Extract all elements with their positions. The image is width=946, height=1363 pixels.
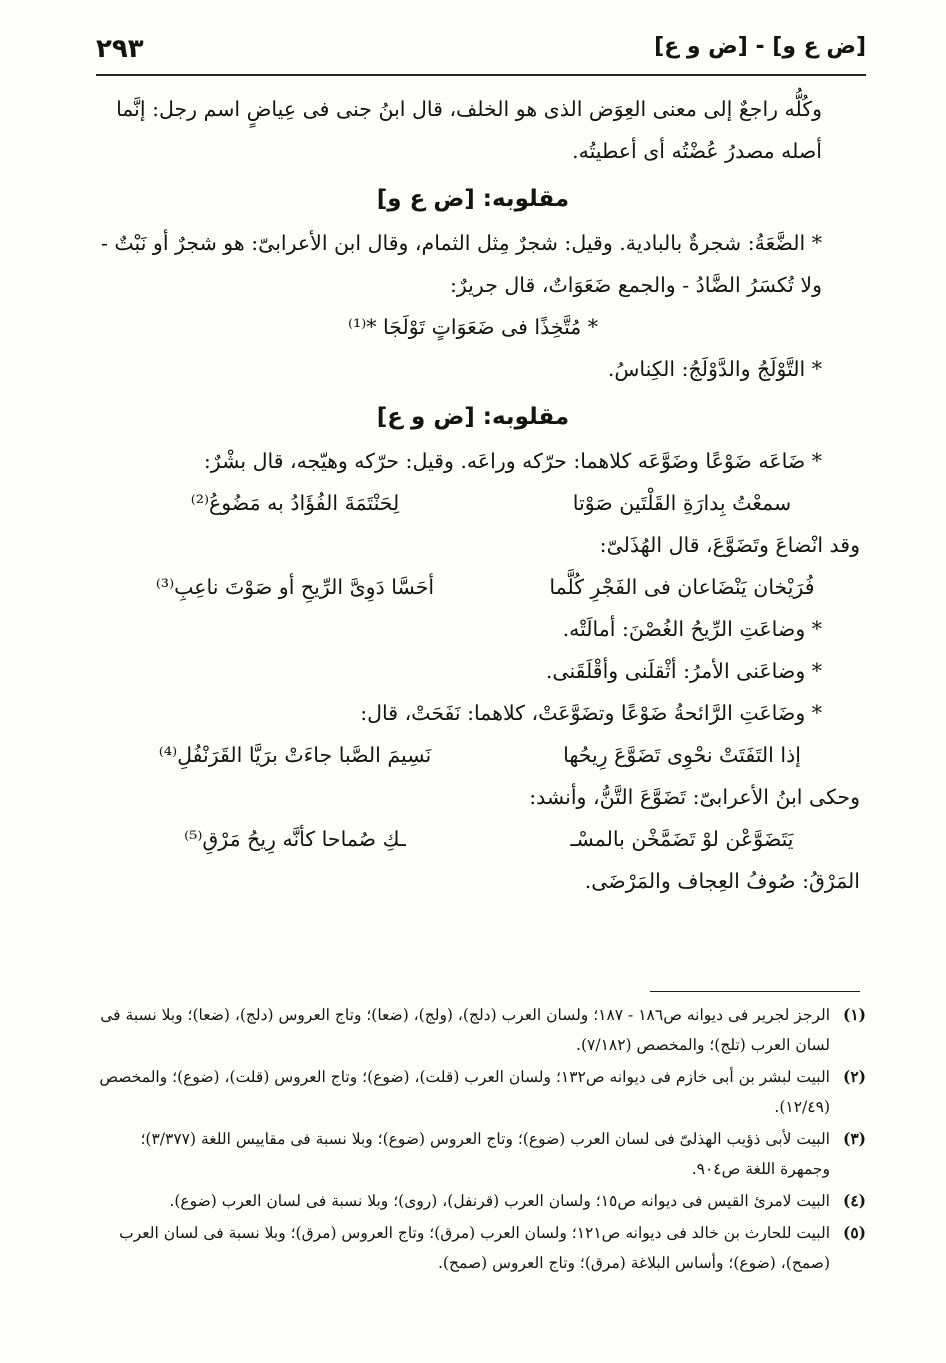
footnote (86, 1000, 866, 1060)
entry-daani: * وضاعَنى الأمرُ: أثْقلَنى وأقْلَقَنى. (545, 659, 822, 683)
page-number: ٢٩٣ (96, 34, 144, 64)
entry-daat-alrih: * وضاعَتِ الرِّيحُ الغُصْنَ: أمالَتْه. (562, 617, 822, 641)
paragraph-indaa: وقد انْضاعَ وتَضَوَّعَ، قال الهُذَلىّ: (599, 533, 860, 557)
footnote-number: (٢) (842, 1067, 866, 1086)
root-label: [ض ع و] - [ض و ع] (654, 34, 866, 59)
footnote-divider (650, 991, 860, 992)
footnote (86, 1124, 866, 1184)
footnote-text: الرجز لجرير فى ديوانه ص١٨٦ - ١٨٧؛ ولسان العرب (دلج)، (ولج)، (ضعا)؛ وتاج العروس (دلج)، (ضعا)؛ وبلا نسبة فى لسان العرب (تلج)؛ والمخصص (٧/١٨٢). (100, 1006, 830, 1054)
hemistich-first: فُرَيْخان يَنْضَاعان فى الفَجْرِ كُلَّما (549, 575, 815, 599)
footnote (86, 1186, 866, 1216)
entry-raiha: * وضَاعَتِ الرَّائحةُ ضَوْعًا وتضَوَّعَتْ، كلاهما: نَفَحَتْ، قال: (360, 701, 822, 725)
hemistich-first: يَتَضَوَّعْن لوْ تَضَمَّخْن بالمسْـ (570, 827, 794, 851)
rajaz-verse: * مُتَّخِذًا فى ضَعَوَاتٍ تَوْلَجَا *⁽¹⁾ (347, 315, 599, 339)
hemistich-first: سمعْتُ بِدارَةِ القَلْتَين صَوْتا (572, 491, 792, 515)
verse-couplet (86, 566, 860, 608)
hemistich-second: نَسِيمَ الصَّبا جاءَتْ برَيَّا القَرَنْفُلِ⁽⁴⁾ (158, 743, 432, 767)
entry-tawlaj: * التَّوْلَجُ والدَّوْلَجُ: الكِناسُ. (607, 357, 822, 381)
footnote-number: (٥) (842, 1223, 866, 1242)
verse-couplet (86, 734, 860, 776)
paragraph-marq: المَرْقُ: صُوفُ العِجاف والمَرْضَى. (584, 869, 860, 893)
entry-daa: * ضَاعَه ضَوْعًا وضَوَّعَه كلاهما: حرّكه وراعَه. وقيل: حرّكه وهيّجه، قال بشْرٌ: (203, 449, 822, 473)
hemistich-first: إذا التَفَتَتْ نحْوِى تَضَوَّعَ رِيحُها (563, 743, 801, 767)
footnote (86, 1062, 866, 1122)
main-text (86, 88, 860, 902)
paragraph-intro: وكُلُّه راجعٌ إلى معنى العِوَض الذى هو الخلف، قال ابنُ جنى فى عِياضٍ اسم رجل: إنَّما أصله مصدرُ عُضْتُه أى أعطيتُه. (116, 97, 822, 163)
page-header (96, 34, 866, 76)
verse-couplet (86, 818, 860, 860)
paragraph-ibn-arabi: وحكى ابنُ الأعرابىّ: تَضَوَّعَ التَّنُّ، وأنشد: (529, 785, 860, 809)
footnote-text: البيت لامرئ القيس فى ديوانه ص١٥؛ ولسان العرب (قرنفل)، (روى)؛ وبلا نسبة فى لسان العرب (ضوع). (169, 1192, 830, 1210)
section-heading-dwa: مقلوبه: [ض و ع] (376, 404, 570, 430)
footnote-text: البيت للحارث بن خالد فى ديوانه ص١٢١؛ ولسان العرب (مرق)؛ وتاج العروس (مرق)؛ وبلا نسبة فى لسان العرب (صمح)، (ضوع)؛ وأساس البلاغة (مرق)؛ وتاج العروس (صمح). (119, 1224, 830, 1272)
section-heading-dav: مقلوبه: [ض ع و] (376, 186, 570, 212)
verse-couplet (86, 482, 860, 524)
entry-dawa: * الضَّعَةُ: شجرةٌ بالبادية. وقيل: شجرٌ مِثل الثمام، وقال ابن الأعرابىّ: هو شجرٌ أو نَبْتٌ - ولا تُكسَرُ الضَّادُ - والجمع ضَعَوَاتٌ، قال جريرٌ: (100, 231, 822, 297)
footnote-text: البيت لبشر بن أبى خازم فى ديوانه ص١٣٢؛ ولسان العرب (قلت)، (ضوع)؛ وتاج العروس (قلت)، (ضوع)؛ والمخصص (١٢/٤٩). (99, 1068, 830, 1116)
hemistich-second: أحَسَّا دَوِىَّ الرِّيحِ أو صَوْتَ ناعِبِ⁽³⁾ (155, 575, 435, 599)
hemistich-second: ـكِ صُماحا كأنَّه رِيحُ مَرْقِ⁽⁵⁾ (184, 827, 406, 851)
footnote-text: البيت لأبى ذؤيب الهذلىّ فى لسان العرب (ضوع)؛ وتاج العروس (ضوع)؛ وبلا نسبة فى مقاييس اللغة (٣/٣٧٧)؛ وجمهرة اللغة ص٩٠٤. (140, 1130, 830, 1178)
hemistich-second: لِحَنْتَمَةَ الفُؤَادُ به مَضُوعُ⁽²⁾ (190, 491, 400, 515)
footnotes (86, 1000, 866, 1280)
footnote (86, 1218, 866, 1278)
footnote-number: (٤) (842, 1191, 866, 1210)
footnote-number: (١) (842, 1005, 866, 1024)
footnote-number: (٣) (842, 1129, 866, 1148)
